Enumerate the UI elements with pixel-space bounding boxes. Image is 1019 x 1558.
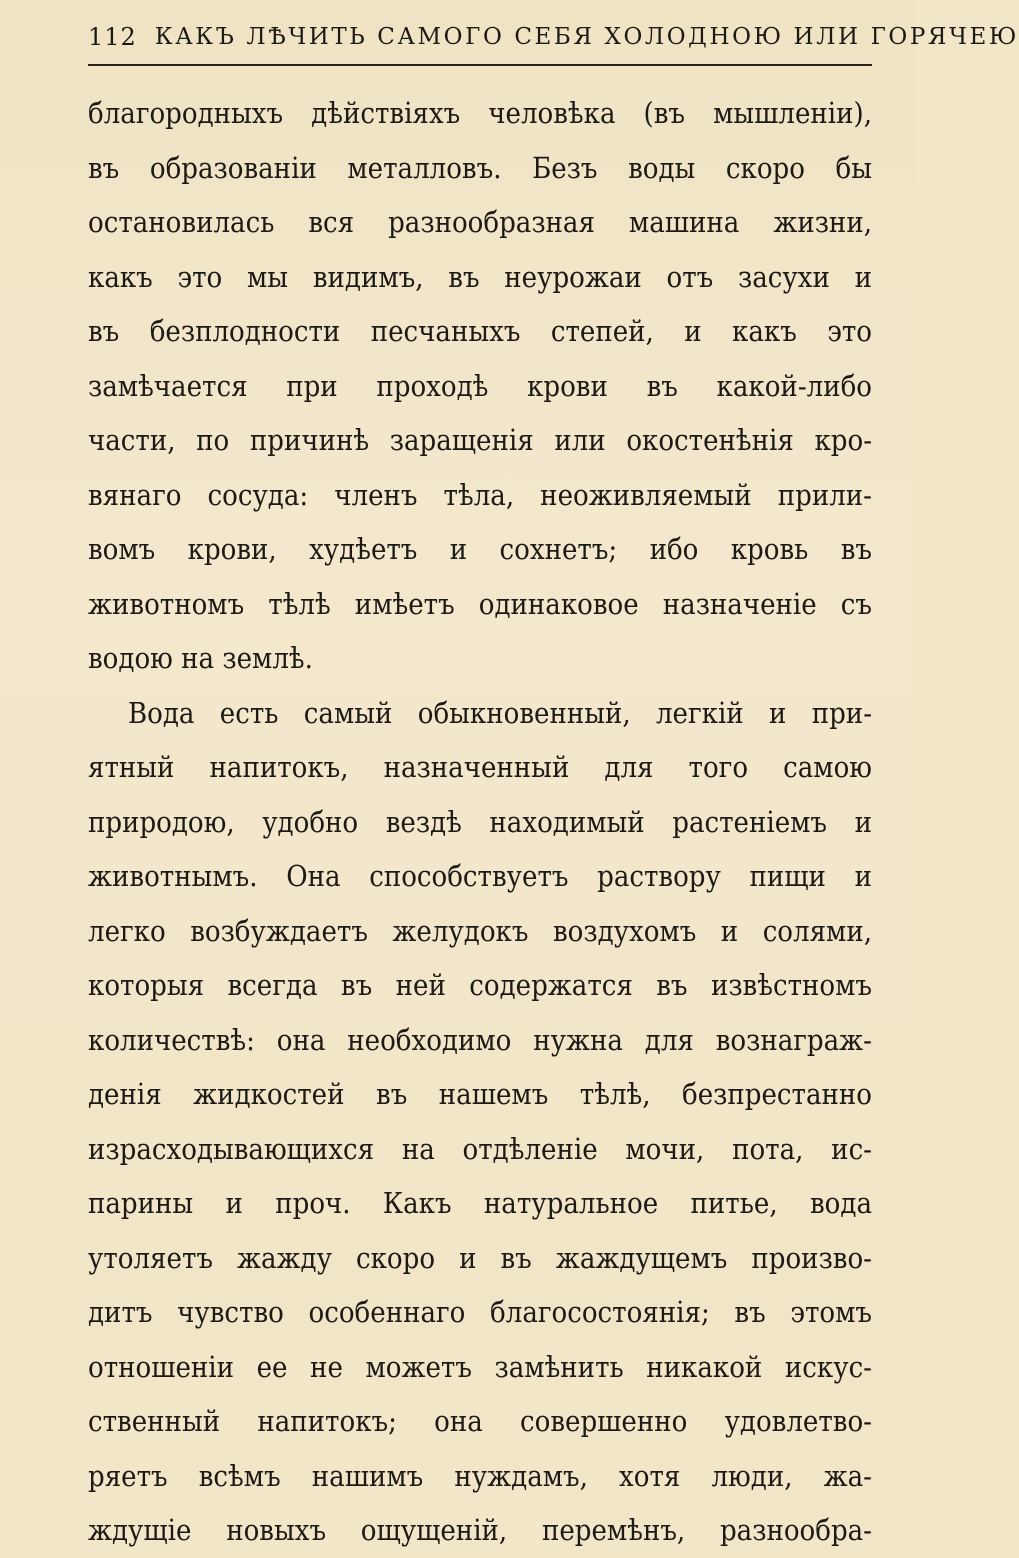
text-line: животномъ тѣлѣ имѣетъ одинаковое назначеніе съ [88, 586, 872, 621]
text-line: легко возбуждаетъ желудокъ воздухомъ и солями, [88, 913, 872, 948]
text-line: въ образованіи металловъ. Безъ воды скоро бы [88, 150, 872, 185]
text-line: денія жидкостей въ нашемъ тѣлѣ, безпрестанно [88, 1077, 872, 1111]
text-line: благородныхъ дѣйствіяхъ человѣка (въ мышленіи), [88, 96, 872, 130]
text-line: какъ это мы видимъ, въ неурожаи отъ засухи и [88, 259, 872, 294]
text-line: вомъ крови, худѣетъ и сохнетъ; ибо кровь въ [88, 532, 872, 566]
text-line: парины и проч. Какъ натуральное питье, вода [88, 1186, 872, 1220]
text-line: утоляетъ жажду скоро и въ жаждущемъ произво- [88, 1240, 872, 1275]
text-line: водою на землѣ. [88, 641, 313, 675]
running-head: КАКЪ ЛѢЧИТЬ САМОГО СЕБЯ ХОЛОДНОЮ ИЛИ ГОРЯЧЕЮ [154, 24, 1019, 50]
text-line: животнымъ. Она способствуетъ раствору пищи и [88, 859, 872, 893]
text-line: отношеніи ее не можетъ замѣнить никакой искус- [88, 1349, 872, 1384]
text-line: израсходывающихся на отдѣленіе мочи, пота, ис- [88, 1131, 872, 1166]
text-line: вянаго сосуда: членъ тѣла, неоживляемый прили- [88, 477, 872, 512]
text-line: ственный напитокъ; она совершенно удовлетво- [88, 1404, 872, 1438]
page-header [88, 16, 1019, 58]
page-number: 112 [88, 23, 137, 51]
paragraph-start-line: Вода есть самый обыкновенный, легкій и при- [128, 695, 872, 730]
text-line: природою, удобно вездѣ находимый растеніемъ и [88, 804, 872, 839]
text-line: ждущіе новыхъ ощущеній, перемѣнъ, разнообра- [88, 1513, 872, 1547]
text-line: количествѣ: она необходимо нужна для вознаграж- [88, 1022, 872, 1057]
text-line: ятный напитокъ, назначенный для того самою [88, 750, 872, 784]
text-line: дитъ чувство особеннаго благосостоянія; въ этомъ [88, 1295, 872, 1329]
text-line: которыя всегда въ ней содержатся въ извѣстномъ [88, 968, 872, 1002]
header-rule [88, 64, 872, 66]
text-line: части, по причинѣ заращенія или окостенѣнія кро- [88, 423, 872, 457]
body-text [88, 86, 872, 1558]
text-line: остановилась вся разнообразная машина жизни, [88, 205, 872, 239]
text-line: въ безплодности песчаныхъ степей, и какъ это [88, 314, 872, 348]
text-line: ряетъ всѣмъ нашимъ нуждамъ, хотя люди, жа- [88, 1458, 872, 1493]
text-line: замѣчается при проходѣ крови въ какой-либо [88, 368, 872, 403]
